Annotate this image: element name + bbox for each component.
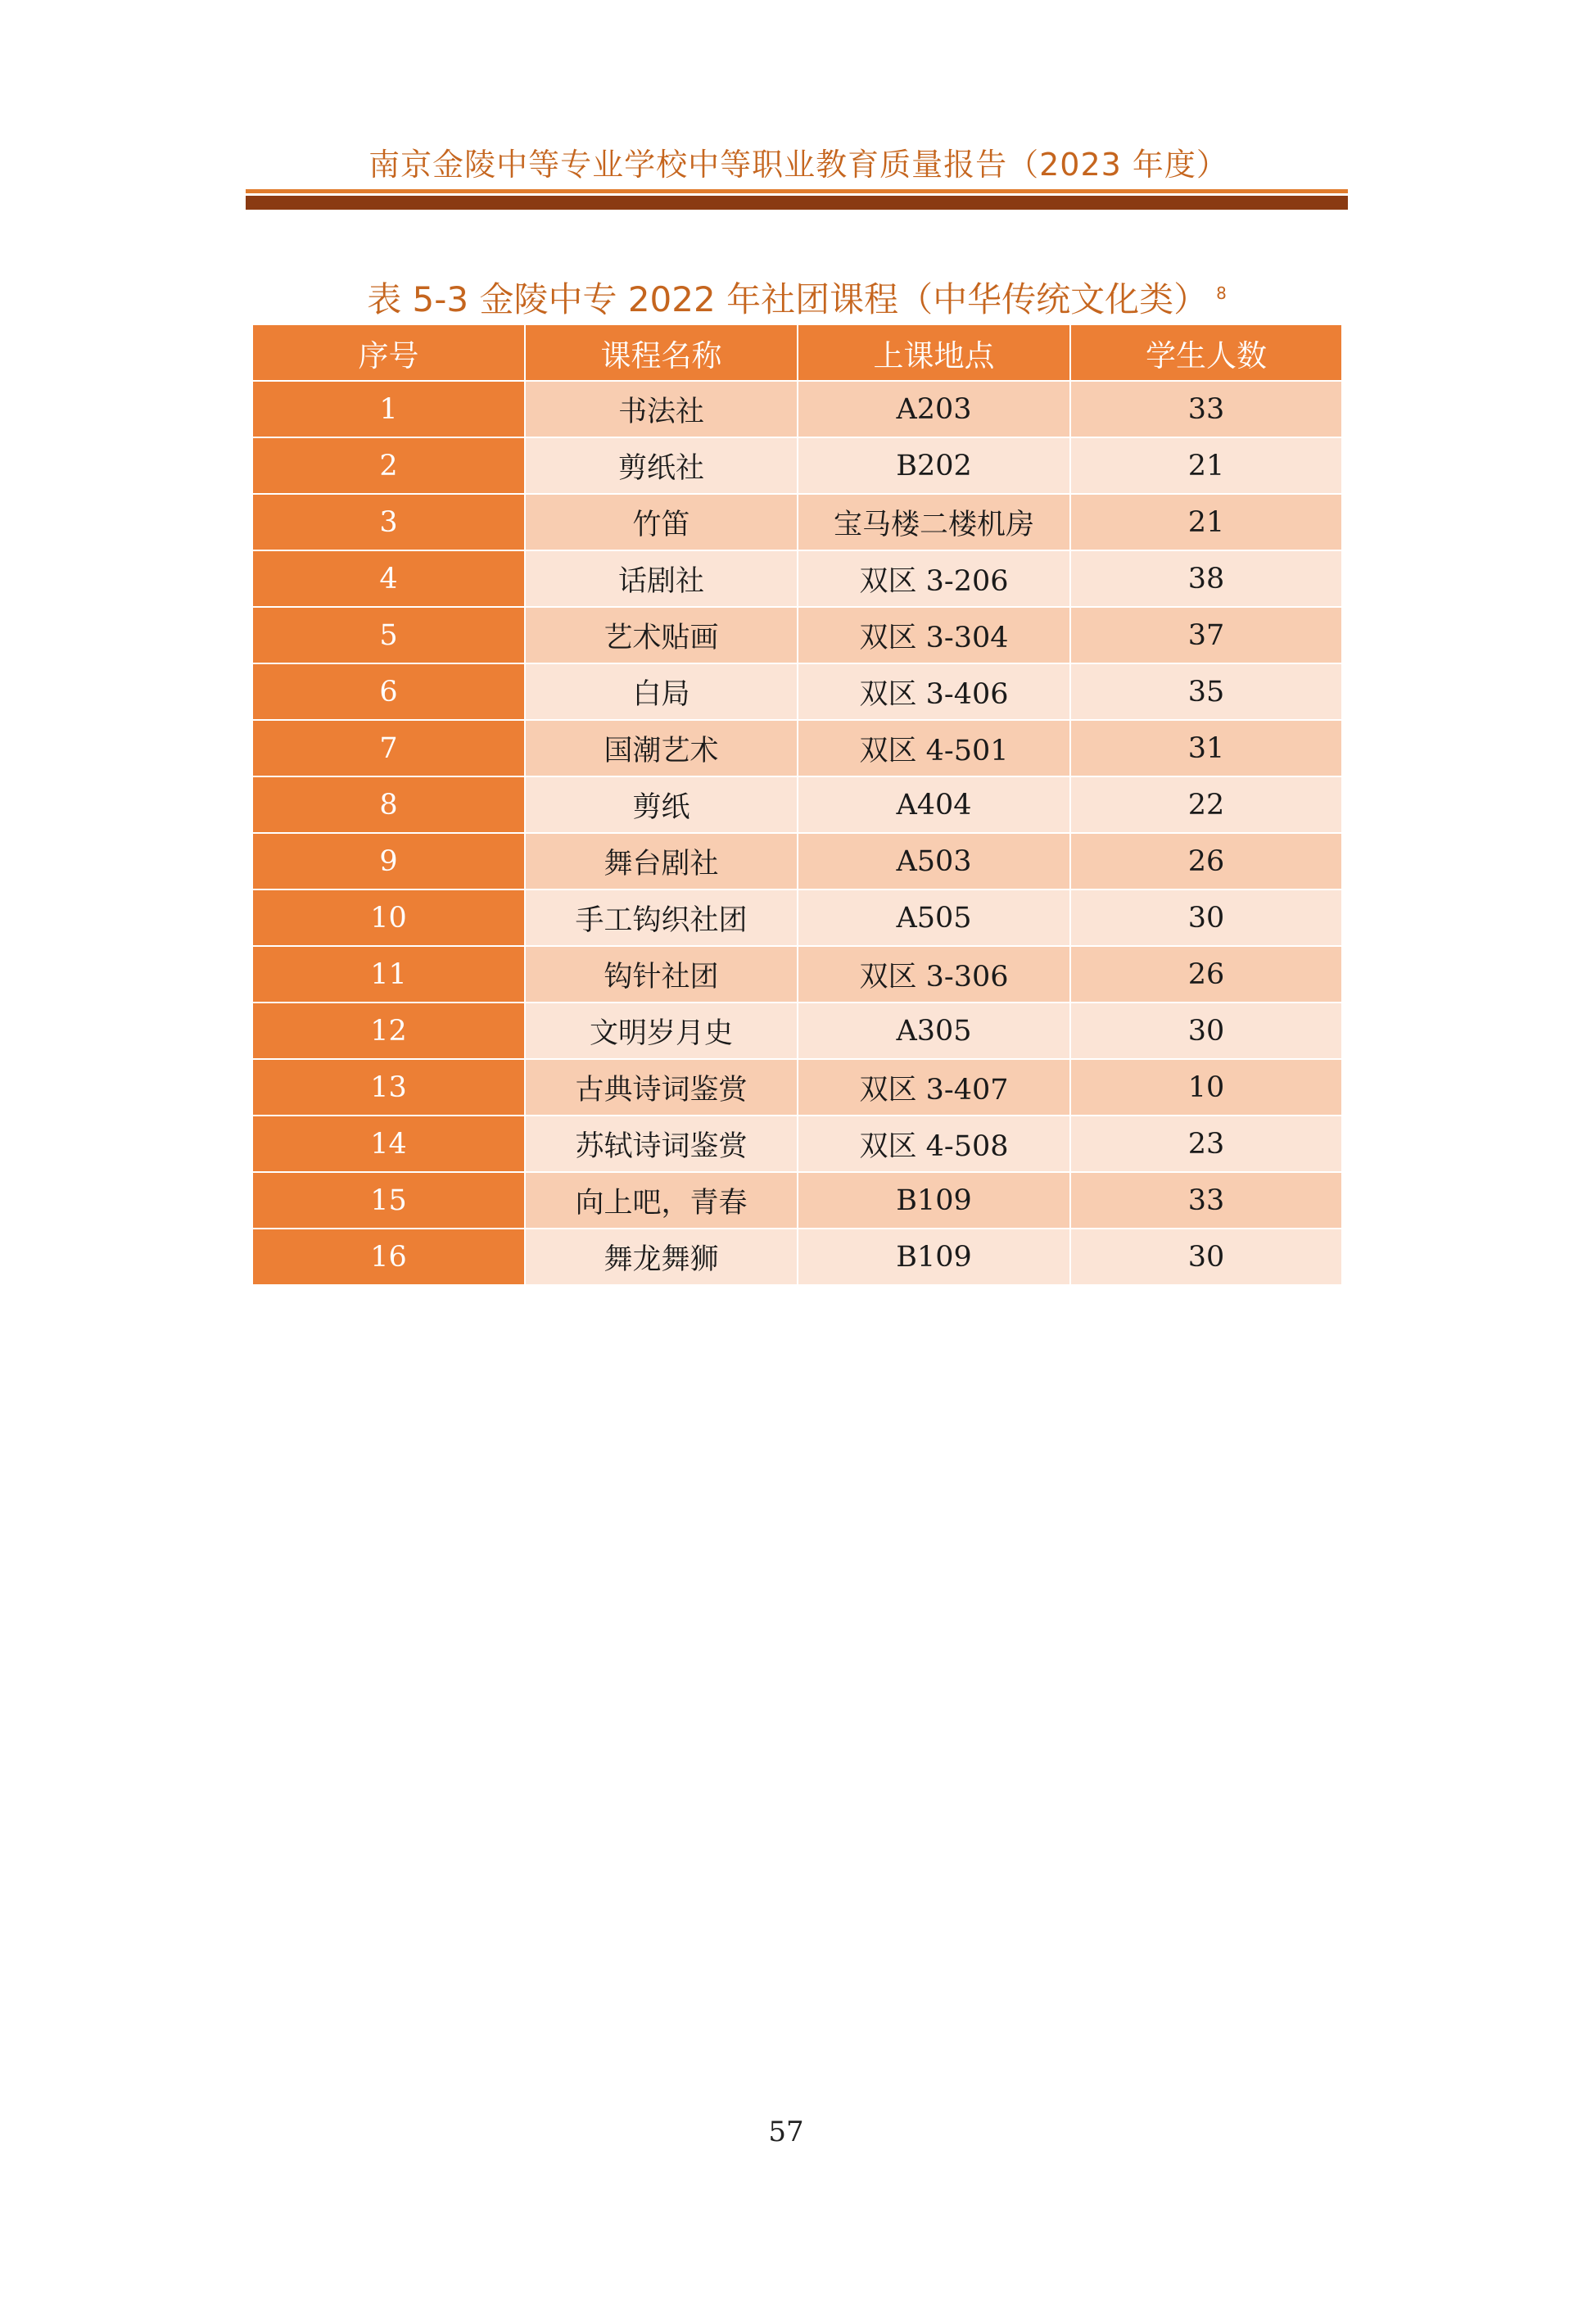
course-name-cell: 书法社 <box>525 381 798 437</box>
student-count-cell: 30 <box>1070 1229 1342 1285</box>
table-row <box>253 550 1342 607</box>
location-cell: 双区 4-508 <box>798 1116 1070 1172</box>
column-header-location: 上课地点 <box>798 325 1070 381</box>
student-count-cell: 30 <box>1070 1003 1342 1059</box>
page-number: 57 <box>768 2116 804 2148</box>
location-cell: B109 <box>798 1172 1070 1229</box>
course-name-cell: 舞龙舞狮 <box>525 1229 798 1285</box>
course-name-cell: 文明岁月史 <box>525 1003 798 1059</box>
row-index: 16 <box>253 1229 525 1285</box>
column-header-course-name: 课程名称 <box>525 325 798 381</box>
table-row <box>253 776 1342 833</box>
table-row <box>253 1116 1342 1172</box>
location-cell: A203 <box>798 381 1070 437</box>
course-name-cell: 艺术贴画 <box>525 607 798 663</box>
course-name-cell: 钩针社团 <box>525 946 798 1003</box>
row-index: 9 <box>253 833 525 889</box>
row-index: 4 <box>253 550 525 607</box>
table-row <box>253 437 1342 494</box>
table-row <box>253 833 1342 889</box>
table-row <box>253 1172 1342 1229</box>
table-row <box>253 946 1342 1003</box>
location-cell: 双区 3-306 <box>798 946 1070 1003</box>
course-name-cell: 向上吧，青春 <box>525 1172 798 1229</box>
row-index: 15 <box>253 1172 525 1229</box>
table-row <box>253 381 1342 437</box>
location-cell: A503 <box>798 833 1070 889</box>
location-cell: B109 <box>798 1229 1070 1285</box>
student-count-cell: 37 <box>1070 607 1342 663</box>
student-count-cell: 33 <box>1070 1172 1342 1229</box>
student-count-cell: 30 <box>1070 889 1342 946</box>
student-count-cell: 35 <box>1070 663 1342 720</box>
row-index: 12 <box>253 1003 525 1059</box>
table-row <box>253 1059 1342 1116</box>
course-name-cell: 话剧社 <box>525 550 798 607</box>
location-cell: A305 <box>798 1003 1070 1059</box>
location-cell: 双区 3-206 <box>798 550 1070 607</box>
course-name-cell: 剪纸社 <box>525 437 798 494</box>
student-count-cell: 21 <box>1070 437 1342 494</box>
location-cell: 双区 3-407 <box>798 1059 1070 1116</box>
header-rule-thin <box>246 189 1348 193</box>
row-index: 7 <box>253 720 525 776</box>
row-index: 2 <box>253 437 525 494</box>
row-index: 13 <box>253 1059 525 1116</box>
table-caption <box>246 273 1348 322</box>
row-index: 1 <box>253 381 525 437</box>
location-cell: 双区 3-304 <box>798 607 1070 663</box>
course-name-cell: 白局 <box>525 663 798 720</box>
table-row <box>253 889 1342 946</box>
course-name-cell: 手工钩织社团 <box>525 889 798 946</box>
course-name-cell: 苏轼诗词鉴赏 <box>525 1116 798 1172</box>
table-header-row <box>253 325 1342 381</box>
table-row <box>253 720 1342 776</box>
table-row <box>253 494 1342 550</box>
header-rule-thick <box>246 196 1348 210</box>
row-index: 6 <box>253 663 525 720</box>
table-row <box>253 663 1342 720</box>
column-header-student-count: 学生人数 <box>1070 325 1342 381</box>
student-count-cell: 38 <box>1070 550 1342 607</box>
table-row <box>253 1003 1342 1059</box>
column-header-index: 序号 <box>253 325 525 381</box>
course-name-cell: 国潮艺术 <box>525 720 798 776</box>
row-index: 10 <box>253 889 525 946</box>
table-row <box>253 607 1342 663</box>
course-name-cell: 古典诗词鉴赏 <box>525 1059 798 1116</box>
location-cell: A505 <box>798 889 1070 946</box>
row-index: 14 <box>253 1116 525 1172</box>
row-index: 3 <box>253 494 525 550</box>
course-name-cell: 剪纸 <box>525 776 798 833</box>
student-count-cell: 26 <box>1070 833 1342 889</box>
location-cell: 双区 4-501 <box>798 720 1070 776</box>
student-count-cell: 23 <box>1070 1116 1342 1172</box>
student-count-cell: 33 <box>1070 381 1342 437</box>
student-count-cell: 21 <box>1070 494 1342 550</box>
student-count-cell: 22 <box>1070 776 1342 833</box>
running-header: 南京金陵中等专业学校中等职业教育质量报告（2023 年度） <box>368 147 1228 183</box>
location-cell: 宝马楼二楼机房 <box>798 494 1070 550</box>
row-index: 8 <box>253 776 525 833</box>
club-courses-table <box>253 325 1343 1286</box>
location-cell: 双区 3-406 <box>798 663 1070 720</box>
table-caption-text: 表 5-3 金陵中专 2022 年社团课程（中华传统文化类） <box>367 279 1209 319</box>
student-count-cell: 10 <box>1070 1059 1342 1116</box>
location-cell: A404 <box>798 776 1070 833</box>
footnote-ref: 8 <box>1216 283 1227 303</box>
row-index: 11 <box>253 946 525 1003</box>
student-count-cell: 31 <box>1070 720 1342 776</box>
row-index: 5 <box>253 607 525 663</box>
course-name-cell: 舞台剧社 <box>525 833 798 889</box>
student-count-cell: 26 <box>1070 946 1342 1003</box>
course-name-cell: 竹笛 <box>525 494 798 550</box>
table-row <box>253 1229 1342 1285</box>
location-cell: B202 <box>798 437 1070 494</box>
